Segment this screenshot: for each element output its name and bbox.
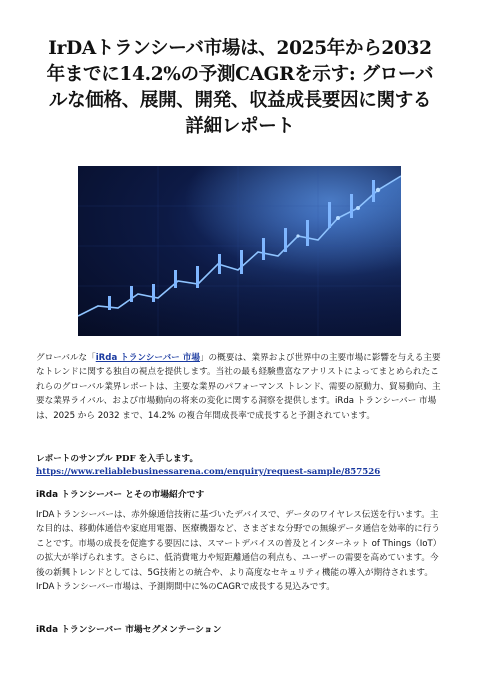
sample-request [36,453,446,478]
intro-suffix: 」の概要は、業界および世界中の主要市場に影響を与える主要なトレンドに関する独自の視点を提供します。当社の最も経験豊富なアナリストによってまとめられたこれらのグローバル業界レポートは、主要な業界のパフォーマンス トレンド、需要の原動力、貿易動向、主要な業界ライバル、および市場動向の将来の変化に関する洞察を提供します。iRda トランシーバー 市場は、2025 から 2032 まで、14.2% の複合年間成長率で成長すると予測されています。 [36,353,441,421]
intro-prefix: グローバルな「 [36,353,96,363]
page-title: IrDAトランシーバ市場は、2025年から2032年までに14.2%の予測CAGRを示す: グローバルな価格、展開、開発、収益成長要因に関する詳細レポート [46,38,434,137]
sample-link[interactable]: https://www.reliablebusinessarena.com/enquiry/request-sample/857526 [36,466,381,477]
intro-paragraph [36,351,446,423]
financial-chart-image-icon [78,166,401,336]
section-intro-paragraph: IrDAトランシーバーは、赤外線通信技術に基づいたデバイスで、データのワイヤレス伝送を行います。主な目的は、移動体通信や家庭用電器、医療機器など、さまざまな分野での無線データ通信を効率的に行うことです。市場の成長を促進する要因には、スマートデバイスの普及とインターネット of Things（IoT）の拡大が挙げられます。さらに、低消費電力や短距離通信の利点も、ユーザーの需要を高めています。今後の新興トレンドとしては、5G技術との統合や、より高度なセキュリティ機能の導入が期待されます。IrDAトランシーバー市場は、予測期間中に%のCAGRで成長する見込みです。 [36,510,442,593]
hero-image [78,166,401,336]
section-heading-intro: iRda トランシーバー とその市場紹介です [36,490,205,500]
sample-label: レポートのサンプル PDF を入手します。 [36,454,199,464]
section-heading-segmentation: iRda トランシーバー 市場セグメンテーション [36,625,222,635]
market-link[interactable]: iRda トランシーバー 市場 [95,353,200,363]
